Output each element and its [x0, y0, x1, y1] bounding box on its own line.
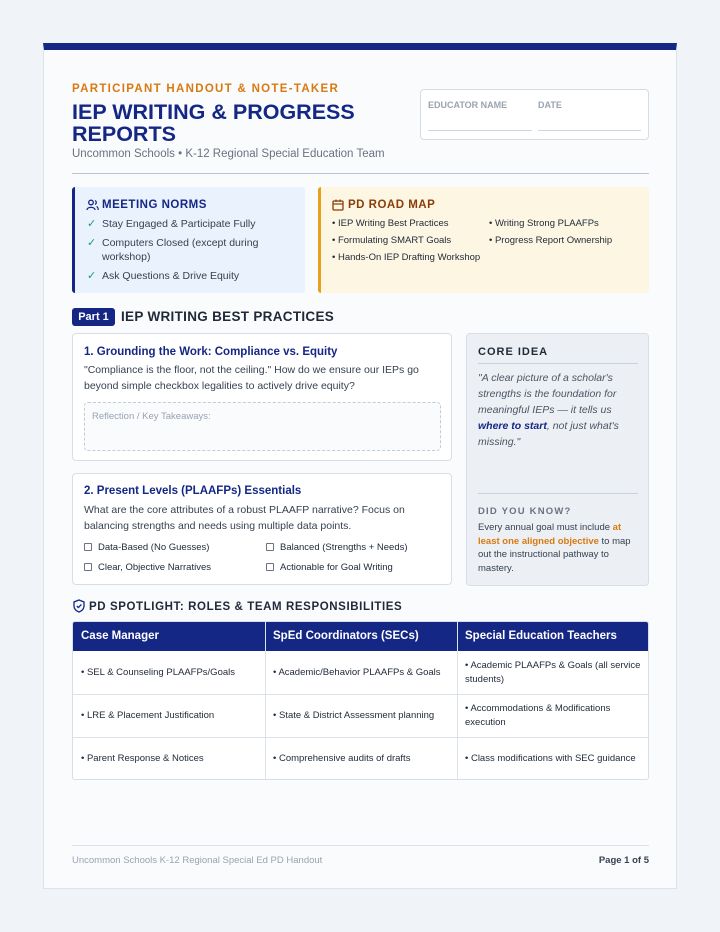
- handout-kicker: PARTICIPANT HANDOUT & NOTE-TAKER: [72, 83, 340, 95]
- norm-item: Stay Engaged & Participate Fully: [102, 218, 256, 230]
- reflection-label: Reflection / Key Takeaways:: [92, 411, 211, 422]
- date-label: DATE: [538, 100, 562, 110]
- table-header-teachers: Special Education Teachers: [457, 622, 649, 651]
- table-cell: • Academic/Behavior PLAAFPs & Goals: [273, 666, 441, 678]
- did-you-know-divider: [478, 493, 638, 494]
- core-idea-panel: [466, 333, 649, 586]
- footer-text: Uncommon Schools K-12 Regional Special Ed PD Handout: [72, 855, 323, 866]
- check-icon: ✓: [87, 218, 97, 230]
- roadmap-item: • Writing Strong PLAAFPs: [489, 218, 599, 229]
- table-cell: • Class modifications with SEC guidance: [465, 752, 636, 764]
- date-field[interactable]: [538, 130, 641, 131]
- checkbox[interactable]: [266, 543, 274, 551]
- roadmap-item: • Hands-On IEP Drafting Workshop: [332, 252, 481, 263]
- compliance-equity-card: [72, 333, 452, 461]
- core-idea-title: CORE IDEA: [478, 346, 549, 358]
- educator-info-box: [420, 89, 649, 140]
- footer-divider: [72, 845, 649, 846]
- meeting-norms-box: [72, 187, 305, 293]
- header-divider: [72, 173, 649, 174]
- part-badge: Part 1: [72, 308, 115, 326]
- check-icon: ✓: [87, 270, 97, 282]
- table-cell: • Parent Response & Notices: [81, 752, 204, 764]
- educator-name-field[interactable]: [428, 130, 532, 131]
- table-cell: • Academic PLAAFPs & Goals (all service students): [465, 659, 641, 685]
- checkbox[interactable]: [84, 563, 92, 571]
- roadmap-item: • Formulating SMART Goals: [332, 235, 452, 246]
- table-header-secs: SpEd Coordinators (SECs): [265, 622, 457, 651]
- reflection-area[interactable]: [84, 402, 441, 451]
- check-icon: ✓: [87, 237, 97, 249]
- table-header-case-manager: Case Manager: [73, 622, 265, 651]
- shield-check-icon: [73, 599, 85, 613]
- did-you-know-title: DID YOU KNOW?: [478, 506, 572, 517]
- pd-roadmap-box: [318, 187, 649, 293]
- spotlight-title: PD SPOTLIGHT: ROLES & TEAM RESPONSIBILITIES: [89, 601, 403, 613]
- roles-table: [72, 621, 649, 780]
- handout-page: [43, 43, 677, 889]
- norm-item: Computers Closed (except during workshop): [102, 237, 259, 263]
- section1-text: "Compliance is the floor, not the ceiling." How do we ensure our IEPs go beyond simple checkbox legalities to actively drive equity?: [84, 364, 419, 392]
- table-cell: • SEL & Counseling PLAAFPs/Goals: [81, 666, 235, 678]
- checkbox[interactable]: [84, 543, 92, 551]
- page-title: IEP WRITING & PROGRESS REPORTS: [72, 100, 355, 146]
- table-cell: • Accommodations & Modifications execution: [465, 702, 611, 728]
- section1-title: 1. Grounding the Work: Compliance vs. Equity: [84, 346, 338, 358]
- users-icon: [86, 199, 99, 211]
- page-subtitle: Uncommon Schools • K-12 Regional Special Education Team: [72, 148, 385, 160]
- did-you-know-text: Every annual goal must include at least one aligned objective to map out the instructional pathway to mastery.: [478, 522, 631, 574]
- educator-name-label: EDUCATOR NAME: [428, 100, 508, 110]
- roadmap-item: • Progress Report Ownership: [489, 235, 613, 246]
- checkbox[interactable]: [266, 563, 274, 571]
- page-number: Page 1 of 5: [598, 855, 649, 866]
- core-idea-quote: "A clear picture of a scholar's strengths is the foundation for meaningful IEPs — it tells us where to start, not just what's missing.": [478, 372, 619, 448]
- part-title: IEP WRITING BEST PRACTICES: [121, 309, 335, 324]
- section2-text: What are the core attributes of a robust PLAAFP narrative? Focus on balancing strengths and needs using multiple data points.: [84, 504, 405, 532]
- calendar-icon: [332, 199, 344, 211]
- checklist-item[interactable]: Clear, Objective Narratives: [84, 562, 211, 573]
- checklist-item[interactable]: Data-Based (No Guesses): [84, 542, 209, 553]
- meeting-norms-title: MEETING NORMS: [102, 199, 207, 211]
- plaafp-essentials-card: [72, 473, 452, 585]
- checklist-item[interactable]: Actionable for Goal Writing: [266, 562, 393, 573]
- roadmap-title: PD ROAD MAP: [348, 199, 436, 211]
- roadmap-item: • IEP Writing Best Practices: [332, 218, 449, 229]
- norm-item: Ask Questions & Drive Equity: [102, 270, 240, 282]
- table-cell: • LRE & Placement Justification: [81, 709, 215, 721]
- checklist-item[interactable]: Balanced (Strengths + Needs): [266, 542, 408, 553]
- table-cell: • State & District Assessment planning: [273, 709, 435, 721]
- core-idea-divider: [478, 363, 638, 364]
- section2-title: 2. Present Levels (PLAAFPs) Essentials: [84, 485, 302, 497]
- table-cell: • Comprehensive audits of drafts: [273, 752, 411, 764]
